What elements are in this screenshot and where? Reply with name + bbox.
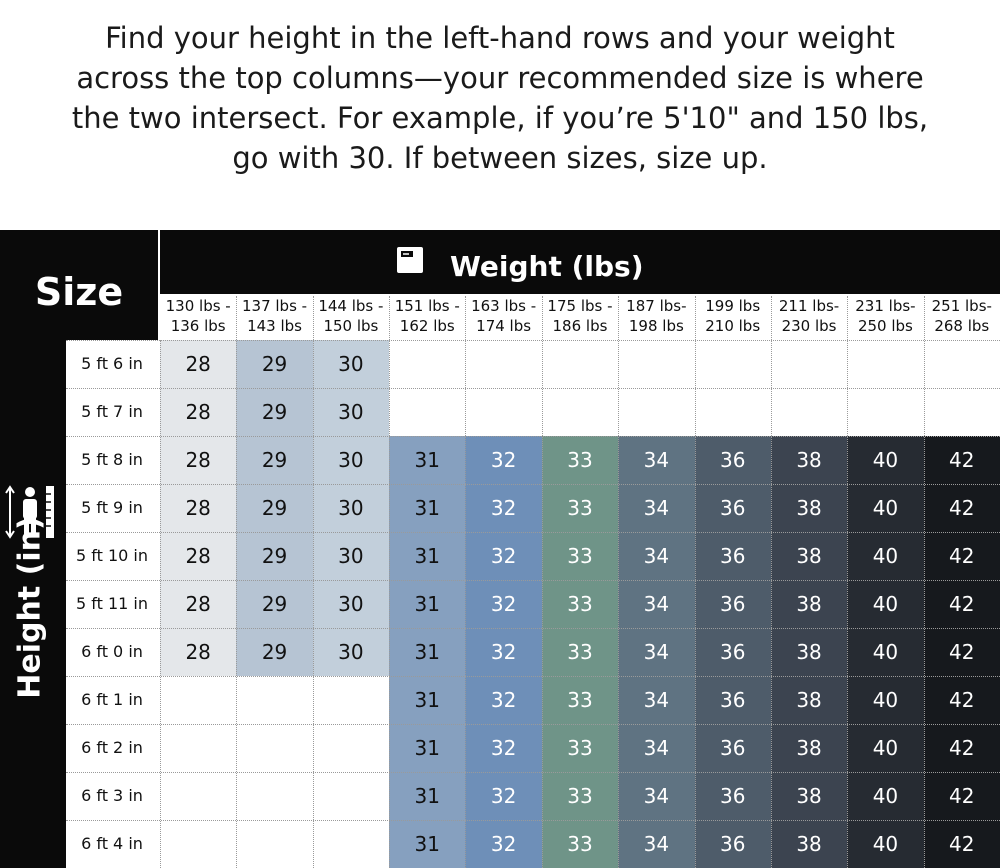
size-cell: [160, 820, 236, 868]
size-cell: 29: [236, 340, 312, 388]
size-cell: 29: [236, 628, 312, 676]
size-cell: [771, 340, 847, 388]
size-cell: [618, 340, 694, 388]
size-header-box: [0, 230, 158, 340]
size-cell: 36: [695, 580, 771, 628]
weight-column-header: [924, 296, 1000, 340]
size-cell: 42: [924, 772, 1000, 820]
size-cell: 28: [160, 532, 236, 580]
size-cell: 42: [924, 724, 1000, 772]
size-cell: 31: [389, 484, 465, 532]
size-cell: 33: [542, 724, 618, 772]
height-row-label: 6 ft 1 in: [81, 690, 143, 709]
size-cell: 40: [847, 820, 923, 868]
weight-header: [160, 230, 1000, 294]
size-cell: 40: [847, 532, 923, 580]
size-cell: 28: [160, 340, 236, 388]
size-cell: 34: [618, 484, 694, 532]
height-row-label: 5 ft 11 in: [75, 594, 148, 613]
size-cell: 28: [160, 580, 236, 628]
height-row-label: 6 ft 3 in: [81, 786, 143, 805]
weight-column-header-line: 143 lbs: [247, 317, 302, 335]
weight-column-header-line: 130 lbs -: [165, 297, 231, 315]
instructions-text: [0, 18, 1000, 178]
weight-column-header: [618, 296, 694, 340]
column-divider: [389, 296, 390, 868]
size-cell: [924, 388, 1000, 436]
weight-column-header-line: 186 lbs: [552, 317, 608, 335]
size-cell: 34: [618, 724, 694, 772]
size-cell: 33: [542, 436, 618, 484]
size-cell: 38: [771, 772, 847, 820]
size-cell: [236, 820, 312, 868]
size-cell: 28: [160, 484, 236, 532]
size-cell: 32: [465, 484, 541, 532]
size-cell: 28: [160, 628, 236, 676]
row-divider: [66, 580, 1000, 581]
weight-column-header: [389, 296, 465, 340]
size-cell: [542, 340, 618, 388]
size-cell: 40: [847, 436, 923, 484]
size-cell: 29: [236, 484, 312, 532]
height-row-label: 6 ft 2 in: [81, 738, 143, 757]
row-divider: [66, 484, 1000, 485]
size-cell: 32: [465, 436, 541, 484]
size-cell: 31: [389, 772, 465, 820]
height-row-label: 6 ft 0 in: [81, 642, 143, 661]
size-cell: 33: [542, 628, 618, 676]
size-cell: 31: [389, 676, 465, 724]
size-cell: [160, 772, 236, 820]
size-cell: 30: [313, 628, 389, 676]
weight-column-header-line: 230 lbs: [781, 317, 837, 335]
size-cell: 30: [313, 484, 389, 532]
size-cell: 31: [389, 724, 465, 772]
size-cell: 29: [236, 436, 312, 484]
size-cell: [771, 388, 847, 436]
size-cell: 28: [160, 436, 236, 484]
size-cell: [236, 724, 312, 772]
size-cell: 40: [847, 580, 923, 628]
weight-column-header-line: 162 lbs: [399, 317, 455, 335]
height-row-label: 5 ft 9 in: [81, 498, 143, 517]
scale-icon: [396, 246, 424, 274]
size-label: Size: [34, 270, 124, 314]
weight-column-header-line: 251 lbs-: [931, 297, 992, 315]
column-divider: [847, 296, 848, 868]
size-cell: [465, 388, 541, 436]
weight-column-header-line: 174 lbs: [476, 317, 532, 335]
size-cell: [236, 772, 312, 820]
weight-column-header: [465, 296, 541, 340]
instructions-line-1: Find your height in the left-hand rows and your weight: [105, 21, 895, 55]
row-divider: [66, 436, 1000, 437]
column-divider: [695, 296, 696, 868]
row-divider: [66, 388, 1000, 389]
weight-column-header-line: 175 lbs -: [547, 297, 613, 315]
size-cell: [542, 388, 618, 436]
size-cell: 38: [771, 820, 847, 868]
size-cell: 34: [618, 676, 694, 724]
column-divider: [542, 296, 543, 868]
column-divider: [236, 296, 237, 868]
weight-column-header: [771, 296, 847, 340]
size-cell: 32: [465, 820, 541, 868]
weight-column-header: [695, 296, 771, 340]
size-cell: 34: [618, 628, 694, 676]
size-cell: [389, 388, 465, 436]
size-cell: 36: [695, 436, 771, 484]
weight-column-header-line: 250 lbs: [857, 317, 913, 335]
size-cell: [389, 340, 465, 388]
size-cell: 29: [236, 532, 312, 580]
instructions-line-4: go with 30. If between sizes, size up.: [232, 141, 768, 175]
size-cell: 33: [542, 532, 618, 580]
size-cell: 33: [542, 772, 618, 820]
size-cell: 36: [695, 820, 771, 868]
size-cell: 32: [465, 724, 541, 772]
size-cell: [160, 724, 236, 772]
size-cell: [847, 388, 923, 436]
weight-column-header-line: 268 lbs: [934, 317, 990, 335]
size-cell: 33: [542, 820, 618, 868]
size-cell: 30: [313, 340, 389, 388]
column-divider: [771, 296, 772, 868]
size-cell: 42: [924, 436, 1000, 484]
size-cell: 42: [924, 820, 1000, 868]
row-divider: [66, 772, 1000, 773]
size-cell: 29: [236, 580, 312, 628]
height-row-label: 5 ft 6 in: [81, 354, 143, 373]
row-divider: [66, 628, 1000, 629]
size-cell: 40: [847, 772, 923, 820]
size-cell: 34: [618, 532, 694, 580]
size-cell: 42: [924, 484, 1000, 532]
size-cell: 36: [695, 484, 771, 532]
size-cell: 42: [924, 532, 1000, 580]
size-cell: 38: [771, 580, 847, 628]
size-cell: 32: [465, 676, 541, 724]
size-cell: 31: [389, 436, 465, 484]
row-divider: [66, 676, 1000, 677]
height-row-label: 5 ft 8 in: [81, 450, 143, 469]
size-chart: [0, 230, 1000, 868]
size-cell: 34: [618, 772, 694, 820]
size-cell: 40: [847, 484, 923, 532]
size-cell: 38: [771, 532, 847, 580]
size-cell: [313, 724, 389, 772]
size-cell: 38: [771, 628, 847, 676]
column-divider: [465, 296, 466, 868]
column-divider: [160, 340, 161, 868]
size-cell: 34: [618, 580, 694, 628]
height-side-box: [0, 340, 66, 868]
size-cell: 30: [313, 532, 389, 580]
height-row-label: 5 ft 7 in: [81, 402, 143, 421]
size-cell: 34: [618, 436, 694, 484]
size-cell: 40: [847, 676, 923, 724]
weight-column-header-line: 144 lbs -: [318, 297, 384, 315]
weight-column-header-line: 163 lbs -: [471, 297, 537, 315]
row-divider: [66, 532, 1000, 533]
weight-column-header: [236, 296, 312, 340]
column-divider: [618, 296, 619, 868]
size-cell: 36: [695, 772, 771, 820]
size-cell: 34: [618, 820, 694, 868]
size-cell: 31: [389, 628, 465, 676]
size-cell: 36: [695, 532, 771, 580]
size-cell: 40: [847, 628, 923, 676]
size-cell: 31: [389, 820, 465, 868]
size-cell: [313, 676, 389, 724]
size-cell: 29: [236, 388, 312, 436]
weight-column-header: [160, 296, 236, 340]
size-cell: 36: [695, 628, 771, 676]
column-divider: [924, 296, 925, 868]
height-row-label: 6 ft 4 in: [81, 834, 143, 853]
size-cell: 36: [695, 724, 771, 772]
weight-column-header-line: 198 lbs: [628, 317, 684, 335]
size-cell: 32: [465, 532, 541, 580]
size-cell: [313, 820, 389, 868]
size-cell: 32: [465, 772, 541, 820]
height-row-label: 5 ft 10 in: [75, 546, 148, 565]
weight-column-header-line: 211 lbs-: [778, 297, 840, 315]
size-cell: 32: [465, 580, 541, 628]
weight-column-header-line: 187 lbs-: [626, 297, 687, 315]
size-cell: [618, 388, 694, 436]
size-cell: 33: [542, 676, 618, 724]
size-cell: 30: [313, 388, 389, 436]
size-cell: 36: [695, 676, 771, 724]
size-cell: 38: [771, 436, 847, 484]
size-cell: [695, 340, 771, 388]
weight-title: Weight (lbs): [450, 250, 644, 283]
size-cell: [924, 340, 1000, 388]
weight-column-header: [542, 296, 618, 340]
weight-column-header-line: 137 lbs -: [241, 297, 308, 315]
size-cell: 30: [313, 436, 389, 484]
size-cell: 38: [771, 484, 847, 532]
size-cell: [313, 772, 389, 820]
row-divider: [66, 340, 1000, 341]
row-divider: [66, 820, 1000, 821]
column-divider: [313, 296, 314, 868]
weight-column-header-line: 199 lbs: [705, 297, 761, 315]
instructions-line-2: across the top columns—your recommended size is where: [76, 61, 924, 95]
weight-column-header-line: 231 lbs-: [855, 297, 916, 315]
weight-column-header-line: 136 lbs: [170, 317, 226, 335]
size-cell: [160, 676, 236, 724]
size-cell: [236, 676, 312, 724]
size-cell: [847, 340, 923, 388]
size-cell: 33: [542, 580, 618, 628]
weight-column-header-line: 210 lbs: [705, 317, 761, 335]
size-cell: 42: [924, 628, 1000, 676]
size-cell: 30: [313, 580, 389, 628]
weight-column-header-line: 151 lbs -: [394, 297, 460, 315]
size-cell: [465, 340, 541, 388]
size-cell: [695, 388, 771, 436]
size-cell: 40: [847, 724, 923, 772]
size-cell: 32: [465, 628, 541, 676]
height-title: Height (in): [12, 516, 48, 699]
weight-column-header-line: 150 lbs: [323, 317, 379, 335]
weight-column-header: [847, 296, 923, 340]
size-cell: 38: [771, 724, 847, 772]
size-cell: 42: [924, 676, 1000, 724]
instructions-line-3: the two intersect. For example, if you’re 5'10" and 150 lbs,: [71, 101, 929, 135]
size-cell: 31: [389, 532, 465, 580]
row-divider: [66, 724, 1000, 725]
size-cell: 38: [771, 676, 847, 724]
size-cell: 28: [160, 388, 236, 436]
size-cell: 42: [924, 580, 1000, 628]
size-cell: 31: [389, 580, 465, 628]
weight-column-header: [313, 296, 389, 340]
size-cell: 33: [542, 484, 618, 532]
